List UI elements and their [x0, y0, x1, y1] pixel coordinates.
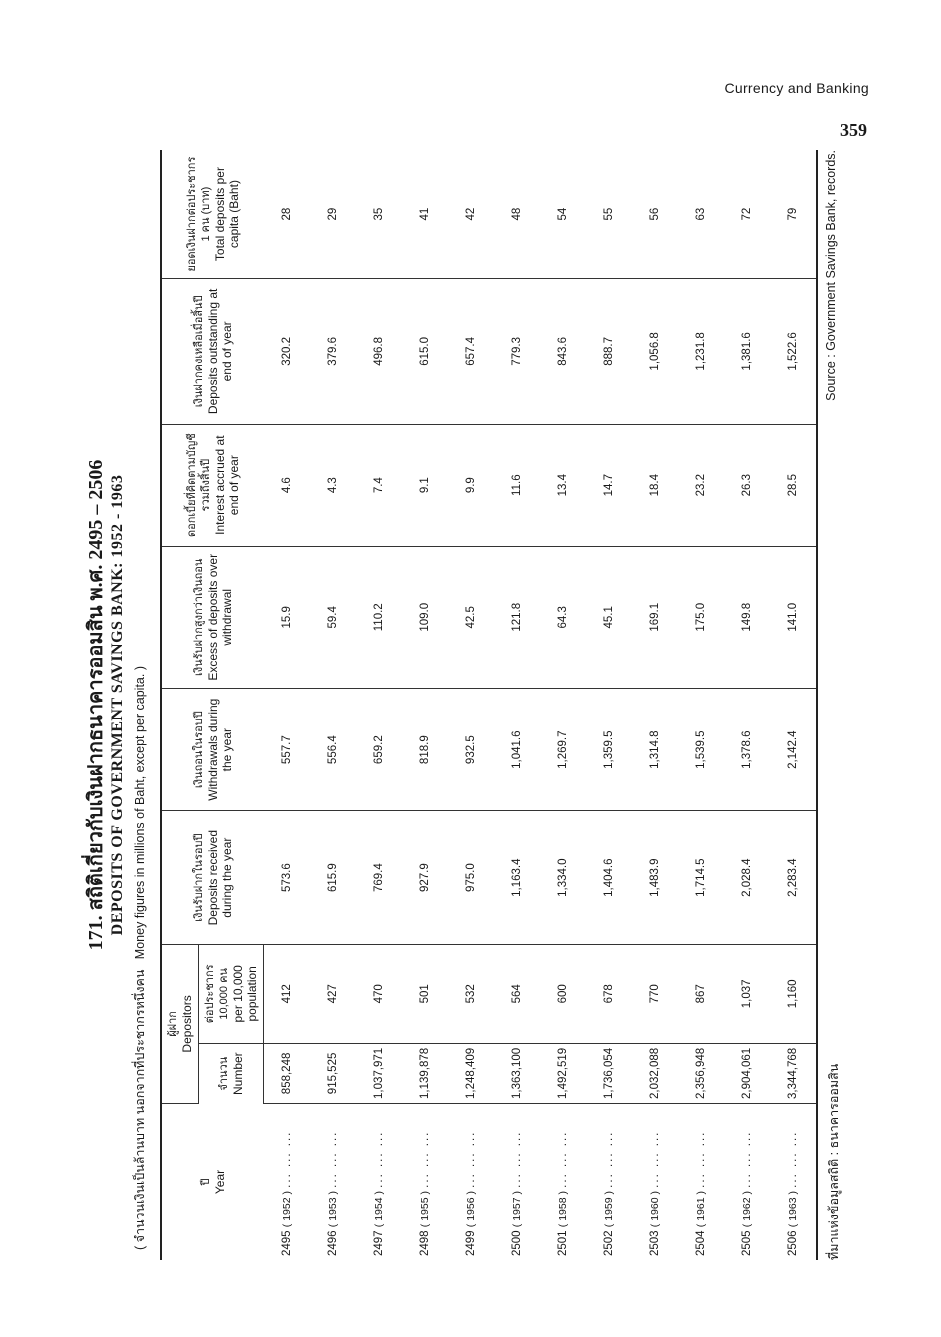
received-cell: 573.6: [264, 811, 311, 944]
number-header: จำนวน Number: [199, 1043, 264, 1103]
leader-dots: ... ... ...: [787, 1130, 799, 1188]
year-ce: ( 1952 ): [280, 1191, 293, 1228]
year-ce: ( 1957 ): [511, 1191, 523, 1228]
table-row: [724, 150, 770, 1260]
percapita-cell: 42: [448, 150, 494, 279]
number-cell: 2,904,061: [724, 1043, 770, 1103]
table-row: [678, 150, 724, 1260]
excess-cell: 42.5: [448, 546, 494, 688]
year-ce: ( 1953 ): [327, 1191, 339, 1228]
table-row: [356, 150, 402, 1260]
table-body: [264, 150, 818, 1260]
percapita-cell: 56: [632, 150, 678, 279]
per10k-cell: 1,037: [724, 944, 770, 1043]
percapita-cell: 63: [678, 150, 724, 279]
year-cell: [356, 1104, 402, 1261]
withdrawals-cell: 1,041.6: [494, 688, 540, 811]
per10k-cell: 600: [540, 944, 586, 1043]
withdrawals-cell: 932.5: [448, 688, 494, 811]
year-cell: [494, 1104, 540, 1261]
received-cell: 1,483.9: [632, 811, 678, 944]
table-row: [586, 150, 632, 1260]
year-cell: [540, 1104, 586, 1261]
leader-dots: ... ... ...: [603, 1130, 615, 1188]
rotated-table-page: [80, 150, 870, 1260]
received-cell: 975.0: [448, 811, 494, 944]
number-cell: 1,139,878: [402, 1043, 448, 1103]
year-cell: [448, 1104, 494, 1261]
excess-cell: 141.0: [770, 546, 817, 688]
percapita-cell: 55: [586, 150, 632, 279]
leader-dots: ... ... ...: [373, 1130, 385, 1188]
excess-cell: 64.3: [540, 546, 586, 688]
interest-header: ดอกเบี้ยที่คิดตามบัญชีรวมถึงสิ้นปี Interest accrued at end of year: [161, 424, 264, 546]
number-cell: 858,248: [264, 1043, 311, 1103]
number-cell: 2,032,088: [632, 1043, 678, 1103]
per10k-cell: 1,160: [770, 944, 817, 1043]
outstanding-cell: 1,231.8: [678, 279, 724, 424]
interest-cell: 4.6: [264, 424, 311, 546]
per10k-cell: 470: [356, 944, 402, 1043]
excess-cell: 169.1: [632, 546, 678, 688]
year-be: 2503: [649, 1230, 661, 1256]
excess-cell: 110.2: [356, 546, 402, 688]
table-title-thai: 171. สถิติเกี่ยวกับเงินฝากธนาคารออมสิน พ.ศ. 2495 – 2506: [85, 459, 107, 951]
percapita-header: ยอดเงินฝากต่อประชากร 1 คน (บาท) Total deposits per capita (Baht): [161, 150, 264, 279]
received-cell: 1,334.0: [540, 811, 586, 944]
interest-cell: 28.5: [770, 424, 817, 546]
number-cell: 1,248,409: [448, 1043, 494, 1103]
outstanding-cell: 615.0: [402, 279, 448, 424]
outstanding-cell: 843.6: [540, 279, 586, 424]
received-cell: 1,404.6: [586, 811, 632, 944]
year-ce: ( 1962 ): [741, 1191, 753, 1228]
per10k-cell: 427: [310, 944, 356, 1043]
interest-cell: 23.2: [678, 424, 724, 546]
percapita-cell: 28: [264, 150, 311, 279]
year-header: ปี Year: [161, 1104, 264, 1261]
note-english: Money figures in millions of Baht, except per capita. ): [133, 666, 147, 960]
number-cell: 3,344,768: [770, 1043, 817, 1103]
received-header: เงินรับฝากในรอบปี Deposits received during the year: [161, 811, 264, 944]
leader-dots: ... ... ...: [280, 1130, 293, 1188]
percapita-cell: 79: [770, 150, 817, 279]
table-title-english: DEPOSITS OF GOVERNMENT SAVINGS BANK: 1952 - 1963: [109, 474, 126, 936]
year-be: 2502: [603, 1230, 615, 1256]
outstanding-cell: 496.8: [356, 279, 402, 424]
year-be: 2497: [373, 1230, 385, 1256]
section-header: Currency and Banking: [724, 80, 869, 96]
per10k-cell: 867: [678, 944, 724, 1043]
excess-cell: 149.8: [724, 546, 770, 688]
per10k-cell: 501: [402, 944, 448, 1043]
year-ce: ( 1954 ): [373, 1191, 385, 1228]
number-cell: 1,363,100: [494, 1043, 540, 1103]
year-cell: [264, 1104, 311, 1261]
table-row: [494, 150, 540, 1260]
year-ce: ( 1961 ): [695, 1191, 707, 1228]
interest-cell: 18.4: [632, 424, 678, 546]
year-cell: [586, 1104, 632, 1261]
depositors-header: ผู้ฝาก Depositors: [161, 944, 199, 1103]
per10k-cell: 412: [264, 944, 311, 1043]
excess-cell: 109.0: [402, 546, 448, 688]
outstanding-cell: 888.7: [586, 279, 632, 424]
received-cell: 2,028.4: [724, 811, 770, 944]
interest-cell: 13.4: [540, 424, 586, 546]
year-be: 2496: [327, 1230, 339, 1256]
interest-cell: 7.4: [356, 424, 402, 546]
number-cell: 1,037,971: [356, 1043, 402, 1103]
number-cell: 1,492,519: [540, 1043, 586, 1103]
percapita-cell: 72: [724, 150, 770, 279]
outstanding-header: เงินฝากคงเหลือเมื่อสิ้นปี Deposits outstanding at end of year: [161, 279, 264, 424]
withdrawals-cell: 818.9: [402, 688, 448, 811]
percapita-cell: 35: [356, 150, 402, 279]
year-cell: [402, 1104, 448, 1261]
interest-cell: 14.7: [586, 424, 632, 546]
year-ce: ( 1959 ): [603, 1191, 615, 1228]
table-row: [264, 150, 311, 1260]
per10k-cell: 564: [494, 944, 540, 1043]
table-row: [770, 150, 817, 1260]
per10k-cell: 678: [586, 944, 632, 1043]
table-row: [448, 150, 494, 1260]
outstanding-cell: 779.3: [494, 279, 540, 424]
year-be: 2506: [787, 1230, 799, 1256]
per10k-header: ต่อประชากร 10,000 คน per 10,000 population: [199, 944, 264, 1043]
year-cell: [678, 1104, 724, 1261]
table-row: [402, 150, 448, 1260]
received-cell: 1,714.5: [678, 811, 724, 944]
table-note: [130, 150, 150, 1250]
withdrawals-cell: 659.2: [356, 688, 402, 811]
table-footer: [824, 150, 844, 1260]
leader-dots: ... ... ...: [327, 1130, 339, 1188]
percapita-cell: 48: [494, 150, 540, 279]
year-ce: ( 1963 ): [787, 1191, 799, 1228]
outstanding-cell: 1,056.8: [632, 279, 678, 424]
year-be: 2505: [741, 1230, 753, 1256]
received-cell: 1,163.4: [494, 811, 540, 944]
leader-dots: ... ... ...: [465, 1130, 477, 1188]
withdrawals-cell: 1,269.7: [540, 688, 586, 811]
interest-cell: 11.6: [494, 424, 540, 546]
withdrawals-cell: 557.7: [264, 688, 311, 811]
source-thai: ที่มาแห่งข้อมูลสถิติ : ธนาคารออมสิน: [827, 1063, 841, 1260]
withdrawals-cell: 1,378.6: [724, 688, 770, 811]
year-be: 2495: [280, 1230, 293, 1256]
table-row: [540, 150, 586, 1260]
year-cell: [632, 1104, 678, 1261]
leader-dots: ... ... ...: [511, 1130, 523, 1188]
withdrawals-cell: 556.4: [310, 688, 356, 811]
year-cell: [724, 1104, 770, 1261]
excess-cell: 15.9: [264, 546, 311, 688]
per10k-cell: 532: [448, 944, 494, 1043]
outstanding-cell: 379.6: [310, 279, 356, 424]
excess-cell: 45.1: [586, 546, 632, 688]
source-english: Source : Government Savings Bank, records.: [824, 150, 838, 401]
year-ce: ( 1956 ): [465, 1191, 477, 1228]
withdrawals-cell: 2,142.4: [770, 688, 817, 811]
year-be: 2498: [419, 1230, 431, 1256]
leader-dots: ... ... ...: [695, 1130, 707, 1188]
year-be: 2500: [511, 1230, 523, 1256]
excess-header: เงินรับฝากสูงกว่าเงินถอน Excess of deposits over withdrawal: [161, 546, 264, 688]
interest-cell: 4.3: [310, 424, 356, 546]
percapita-cell: 29: [310, 150, 356, 279]
excess-cell: 121.8: [494, 546, 540, 688]
outstanding-cell: 1,522.6: [770, 279, 817, 424]
interest-cell: 26.3: [724, 424, 770, 546]
leader-dots: ... ... ...: [419, 1130, 431, 1188]
interest-cell: 9.9: [448, 424, 494, 546]
withdrawals-cell: 1,539.5: [678, 688, 724, 811]
year-ce: ( 1960 ): [649, 1191, 661, 1228]
percapita-cell: 54: [540, 150, 586, 279]
per10k-cell: 770: [632, 944, 678, 1043]
year-ce: ( 1955 ): [419, 1191, 431, 1228]
outstanding-cell: 1,381.6: [724, 279, 770, 424]
withdrawals-cell: 1,314.8: [632, 688, 678, 811]
number-cell: 915,525: [310, 1043, 356, 1103]
outstanding-cell: 657.4: [448, 279, 494, 424]
note-thai: ( จำนวนเงินเป็นล้านบาท นอกจากที่ประชากรหนึ่งคน: [133, 969, 147, 1250]
table-row: [632, 150, 678, 1260]
page-number: 359: [840, 120, 867, 140]
number-cell: 2,356,948: [678, 1043, 724, 1103]
received-cell: 769.4: [356, 811, 402, 944]
table-row: [310, 150, 356, 1260]
received-cell: 927.9: [402, 811, 448, 944]
leader-dots: ... ... ...: [557, 1130, 569, 1188]
interest-cell: 9.1: [402, 424, 448, 546]
year-ce: ( 1958 ): [557, 1191, 569, 1228]
year-be: 2499: [465, 1230, 477, 1256]
excess-cell: 175.0: [678, 546, 724, 688]
withdrawals-cell: 1,359.5: [586, 688, 632, 811]
leader-dots: ... ... ...: [649, 1130, 661, 1188]
received-cell: 615.9: [310, 811, 356, 944]
leader-dots: ... ... ...: [741, 1130, 753, 1188]
percapita-cell: 41: [402, 150, 448, 279]
excess-cell: 59.4: [310, 546, 356, 688]
outstanding-cell: 320.2: [264, 279, 311, 424]
year-cell: [770, 1104, 817, 1261]
year-be: 2504: [695, 1230, 707, 1256]
year-be: 2501: [557, 1230, 569, 1256]
received-cell: 2,283.4: [770, 811, 817, 944]
withdrawals-header: เงินถอนในรอบปี Withdrawals during the year: [161, 688, 264, 811]
deposits-table: [160, 150, 818, 1260]
number-cell: 1,736,054: [586, 1043, 632, 1103]
year-cell: [310, 1104, 356, 1261]
